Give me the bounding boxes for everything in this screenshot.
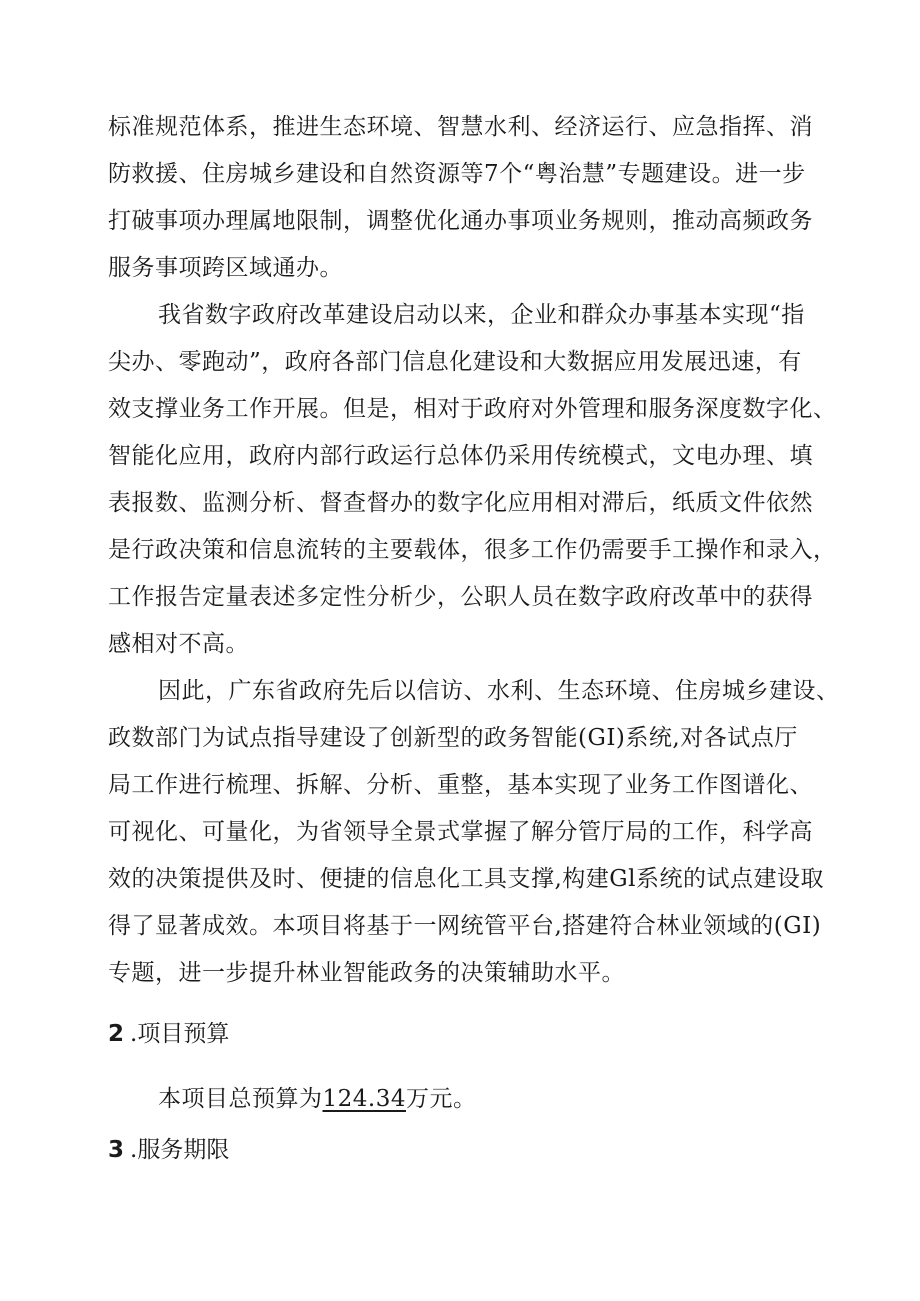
text-line: 打破事项办理属地限制，调整优化通办事项业务规则，推动高频政务	[108, 208, 813, 234]
text-line: 标准规范体系，推进生态环境、智慧水利、经济运行、应急指挥、消	[108, 114, 813, 140]
text-line: 表报数、监测分析、督查督办的数字化应用相对滞后，纸质文件依然	[108, 490, 813, 516]
paragraph-standards	[108, 104, 823, 292]
text-line: 智能化应用，政府内部行政运行总体仍采用传统模式，文电办理、填	[108, 443, 813, 469]
section-title: .项目预算	[130, 1021, 230, 1047]
section-number: 3	[108, 1137, 125, 1163]
text-line: 得了显著成效。本项目将基于一网统管平台,搭建符合林业领域的(GI)	[108, 913, 822, 939]
text-line: 效的决策提供及时、便捷的信息化工具支撑,构建Gl系统的试点建设取	[108, 866, 825, 892]
paragraph-gi-system	[108, 668, 840, 997]
text-line: 可视化、可量化，为省领导全景式掌握了解分管厅局的工作，科学高	[108, 819, 813, 845]
text-line: 是行政决策和信息流转的主要载体，很多工作仍需要手工操作和录入，	[108, 537, 837, 563]
paragraph-digital-government	[108, 292, 837, 668]
text-line: 因此，广东省政府先后以信访、水利、生态环境、住房城乡建设、	[158, 678, 840, 704]
text-line: 专题，进一步提升林业智能政务的决策辅助水平。	[108, 960, 625, 986]
document-page	[108, 104, 840, 1174]
text-line: 工作报告定量表述多定性分析少，公职人员在数字政府改革中的获得	[108, 584, 813, 610]
text-line: 效支撑业务工作开展。但是，相对于政府对外管理和服务深度数字化、	[108, 396, 837, 422]
text-line: 局工作进行梳理、拆解、分析、重整，基本实现了业务工作图谱化、	[108, 772, 813, 798]
section-heading-budget	[108, 1011, 823, 1058]
section-title: .服务期限	[130, 1137, 230, 1163]
text-line: 服务事项跨区域通办。	[108, 255, 343, 281]
text-line: 感相对不高。	[108, 631, 249, 657]
section-heading-service-period	[108, 1127, 823, 1174]
text-line: 政数部门为试点指导建设了创新型的政务智能(GI)系统,对各试点厅	[108, 725, 798, 751]
text-line: 防救援、住房城乡建设和自然资源等7个“粤治慧”专题建设。进一步	[108, 161, 806, 187]
budget-statement	[108, 1076, 823, 1123]
budget-suffix: 万元。	[405, 1086, 477, 1112]
text-line: 我省数字政府改革建设启动以来，企业和群众办事基本实现“指	[158, 302, 805, 328]
budget-prefix: 本项目总预算为	[158, 1086, 323, 1112]
text-line: 尖办、零跑动”，政府各部门信息化建设和大数据应用发展迅速，有	[108, 349, 802, 375]
budget-amount: 124.34	[322, 1086, 406, 1112]
section-number: 2	[108, 1021, 125, 1047]
